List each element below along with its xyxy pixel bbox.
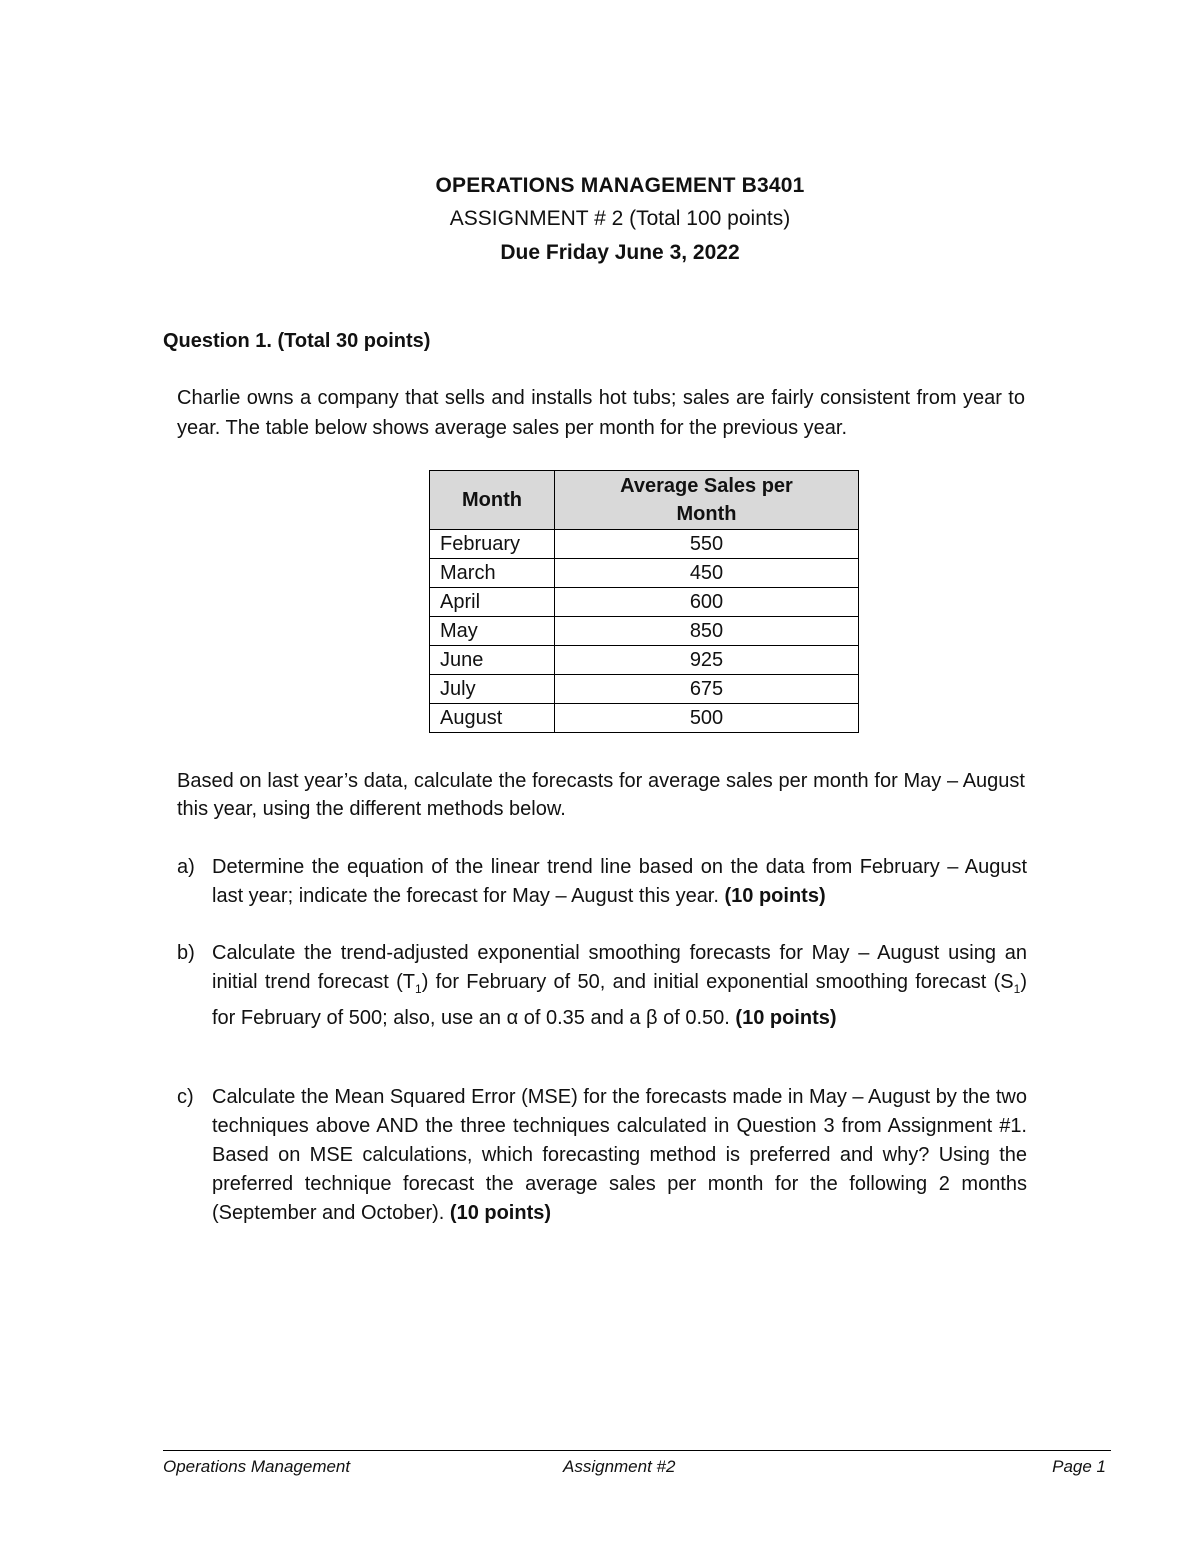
table-row xyxy=(430,617,859,646)
item-c-text: Calculate the Mean Squared Error (MSE) for the forecasts made in May – August by the two techniques above AND the three techniques calculated in Question 3 from Assignment #1. Based on MSE calculations, which forecasting method is preferred and why? Using the preferred technique forecast the average sales per month for the following 2 months (September and October). xyxy=(212,1086,1027,1224)
item-points: (10 points) xyxy=(724,885,826,907)
cell-sales: 850 xyxy=(555,617,859,646)
question-item-b xyxy=(177,939,1027,1033)
column-header-sales: Average Sales per Month xyxy=(555,471,859,530)
footer-page-number: Page 1 xyxy=(1052,1457,1106,1476)
assignment-subtitle: ASSIGNMENT # 2 (Total 100 points) xyxy=(449,207,791,230)
item-letter: c) xyxy=(177,1086,194,1108)
item-points: (10 points) xyxy=(735,1007,837,1029)
item-b-text-3: ) for February of 500; also, use an α of 0.35 and a β of 0.50. xyxy=(212,971,1027,1029)
subscript: 1 xyxy=(415,982,422,996)
cell-sales: 500 xyxy=(555,704,859,733)
document-header xyxy=(0,170,1200,270)
item-letter: b) xyxy=(177,942,195,964)
item-b-text-2: ) for February of 50, and initial exponential smoothing forecast (S xyxy=(421,971,1014,993)
table-row xyxy=(430,530,859,559)
table-row xyxy=(430,675,859,704)
item-text xyxy=(212,1083,1027,1228)
item-b-text-1: Calculate the trend-adjusted exponential smoothing forecasts for May – August using an initial trend forecast (T xyxy=(212,942,1027,993)
item-a-text: Determine the equation of the linear trend line based on the data from February – August last year; indicate the forecast for May – August this year. xyxy=(212,856,1027,907)
table-row xyxy=(430,559,859,588)
table-row xyxy=(430,646,859,675)
question-item-a xyxy=(177,853,1027,911)
table-row xyxy=(430,704,859,733)
footer-center: Assignment #2 xyxy=(563,1457,676,1476)
question-intro: Charlie owns a company that sells and installs hot tubs; sales are fairly consistent from year to year. The table below shows average sales per month for the previous year. xyxy=(177,387,1025,439)
cell-month: March xyxy=(430,559,555,588)
question-heading: Question 1. (Total 30 points) xyxy=(163,330,431,352)
cell-month: July xyxy=(430,675,555,704)
item-text xyxy=(212,939,1027,1033)
due-date: Due Friday June 3, 2022 xyxy=(500,241,740,264)
item-text xyxy=(212,853,1027,911)
cell-month: August xyxy=(430,704,555,733)
subscript: 1 xyxy=(1013,982,1021,996)
table-row xyxy=(430,588,859,617)
cell-sales: 675 xyxy=(555,675,859,704)
table-header-row xyxy=(430,471,859,530)
cell-sales: 600 xyxy=(555,588,859,617)
item-points: (10 points) xyxy=(449,1202,552,1224)
column-header-month: Month xyxy=(430,471,555,530)
cell-month: April xyxy=(430,588,555,617)
cell-sales: 925 xyxy=(555,646,859,675)
question-item-c xyxy=(177,1083,1027,1228)
cell-sales: 550 xyxy=(555,530,859,559)
sales-table xyxy=(429,470,859,733)
cell-sales: 450 xyxy=(555,559,859,588)
cell-month: May xyxy=(430,617,555,646)
instructions-paragraph: Based on last year’s data, calculate the forecasts for average sales per month for May – August this year, using the different methods below. xyxy=(177,770,1025,820)
footer-left: Operations Management xyxy=(163,1457,351,1476)
document-title: OPERATIONS MANAGEMENT B3401 xyxy=(435,174,805,197)
footer-divider xyxy=(163,1450,1111,1451)
item-letter: a) xyxy=(177,856,195,878)
cell-month: June xyxy=(430,646,555,675)
cell-month: February xyxy=(430,530,555,559)
